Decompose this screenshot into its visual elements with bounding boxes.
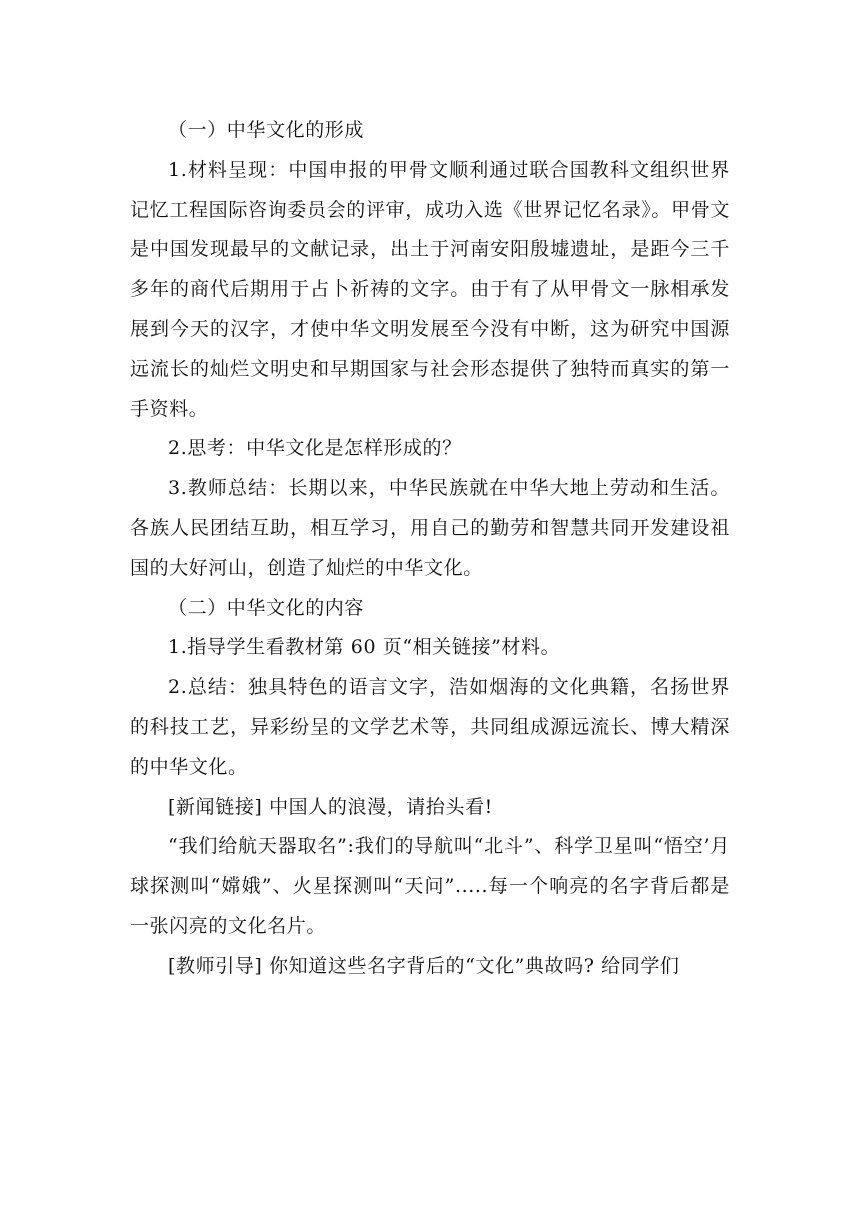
paragraph-guide-textbook: 1.指导学生看教材第 60 页“相关链接”材料。 bbox=[168, 636, 561, 659]
paragraph-teacher-guide: [教师引导] 你知道这些名字背后的“文化”典故吗? 给同学们 bbox=[168, 954, 680, 977]
paragraph-teacher-summary: 3.教师总结：长期以来，中华民族就在中华大地上劳动和生活。各族人民团结互助，相互学习，用自己的勤劳和智慧共同开发建设祖国的大好河山，创造了灿烂的中华文化。 bbox=[130, 477, 730, 579]
paragraph-material: 1.材料呈现：中国申报的甲骨文顺利通过联合国教科文组织世界记忆工程国际咨询委员会的评审，成功入选《世界记忆名录》。甲骨文是中国发现最早的文献记录，出土于河南安阳殷墟遗址，是距今三千多年的商代后期用于占卜祈祷的文字。由于有了从甲骨文一脉相承发展到今天的汉字，才使中华文明发展至今没有中断，这为研究中国源远流长的灿烂文明史和早期国家与社会形态提供了独特而真实的第一手资料。 bbox=[130, 158, 730, 420]
section-heading-content: （二）中华文化的内容 bbox=[168, 596, 365, 619]
paragraph-spacecraft-names: “我们给航天器取名”:我们的导航叫“北斗”、科学卫星叫“悟空’月球探测叫“嫦娥”、火星探测叫“天问”.....每一个响亮的名字背后都是一张闪亮的文化名片。 bbox=[130, 835, 730, 937]
paragraph-summary: 2.总结：独具特色的语言文字，浩如烟海的文化典籍，名扬世界的科技工艺，异彩纷呈的文学艺术等，共同组成源远流长、博大精深的中华文化。 bbox=[130, 676, 730, 778]
paragraph-news-link: [新闻链接] 中国人的浪漫，请抬头看! bbox=[168, 795, 493, 818]
document-body bbox=[130, 111, 730, 987]
paragraph-question: 2.思考：中华文化是怎样形成的？ bbox=[168, 437, 462, 460]
section-heading-formation: （一）中华文化的形成 bbox=[168, 119, 365, 141]
